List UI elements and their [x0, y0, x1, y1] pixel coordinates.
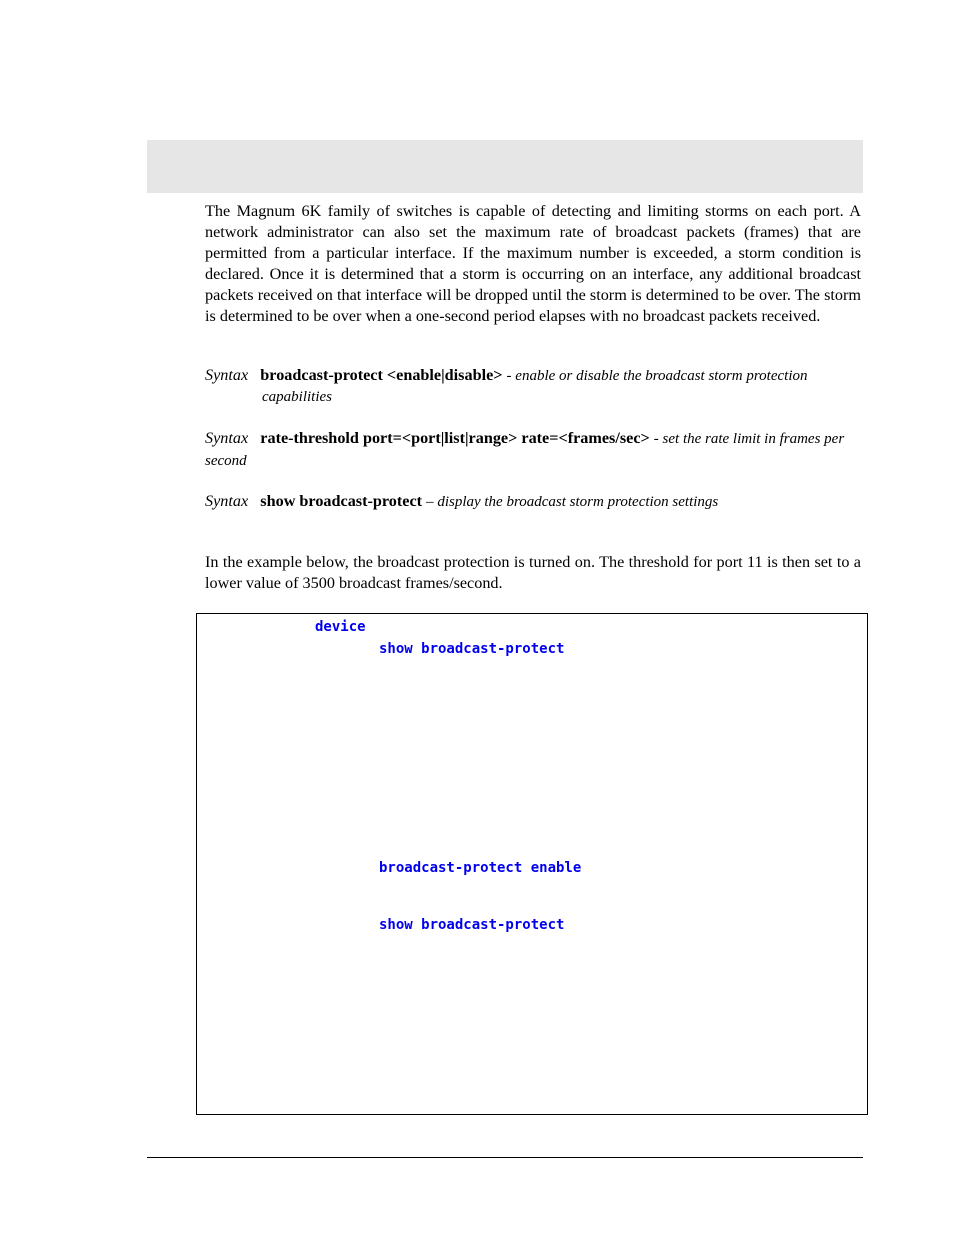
syntax-keyword: Syntax: [205, 429, 249, 447]
syntax-keyword: Syntax: [205, 366, 249, 384]
code-line: show broadcast-protect: [379, 641, 565, 657]
syntax-description: - set the rate limit in frames per second: [205, 431, 845, 469]
intro-paragraph: The Magnum 6K family of switches is capable of detecting and limiting storms on each port. A network administrator can also set the maximum rate of broadcast packets (frames) that are permitted from a particular interface. If the maximum number is exceeded, a storm condition is declared. Once it is determined that a storm is occurring on an interface, any additional broadcast packets received on that interface will be dropped until the storm is determined to be over. The storm is determined to be over when a one-second period elapses with no broadcast packets received.: [205, 202, 861, 325]
syntax-command: rate-threshold port=<port|list|range> rate=<frames/sec>: [260, 429, 650, 447]
code-example-box: [196, 613, 868, 1115]
syntax-description-continuation: capabilities: [262, 389, 332, 405]
footer-divider: [147, 1157, 863, 1158]
syntax-show-broadcast-protect: [205, 491, 861, 513]
code-line: show broadcast-protect: [379, 917, 565, 933]
syntax-command: broadcast-protect <enable|disable>: [260, 366, 503, 384]
syntax-description: - enable or disable the broadcast storm protection: [506, 368, 808, 384]
syntax-description: – display the broadcast storm protection settings: [426, 494, 719, 510]
syntax-keyword: Syntax: [205, 492, 249, 510]
section-heading-band: [147, 140, 863, 193]
example-paragraph: In the example below, the broadcast protection is turned on. The threshold for port 11 is then set to a lower value of 3500 broadcast frames/second.: [205, 553, 861, 592]
code-line: device: [315, 619, 366, 635]
syntax-broadcast-protect: [205, 365, 861, 408]
code-line: broadcast-protect enable: [379, 860, 582, 876]
syntax-command: show broadcast-protect: [260, 492, 423, 510]
syntax-rate-threshold: [205, 428, 861, 472]
